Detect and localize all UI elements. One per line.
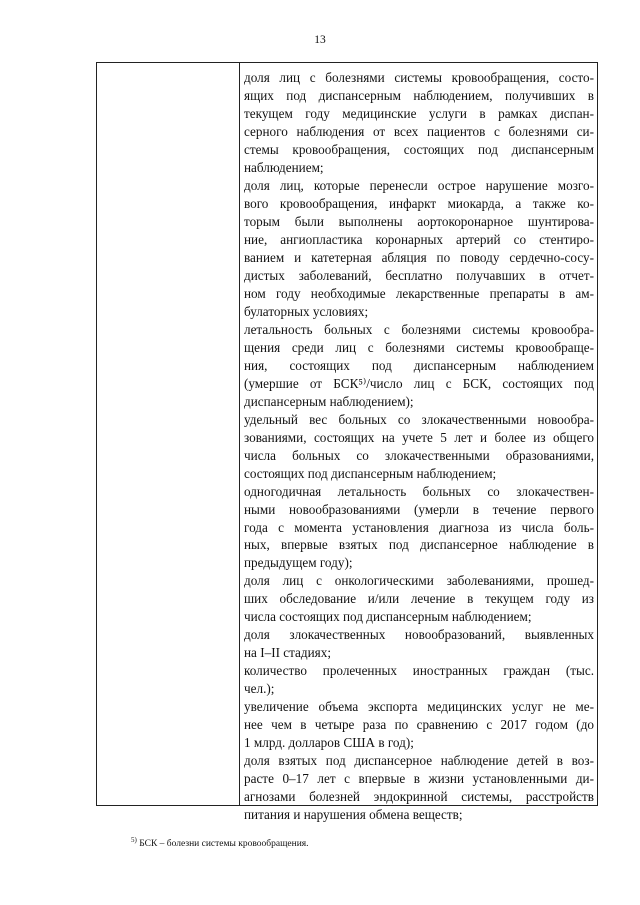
text-line: расте 0–17 лет с впервые в жизни установленными ди- bbox=[244, 771, 594, 787]
text-line: торым были выполнены аортокоронарное шунтирова- bbox=[244, 213, 594, 229]
text-line: одногодичная летальность больных со злокачествен- bbox=[244, 483, 594, 499]
text-line: ние, ангиопластика коронарных артерий со стентиро- bbox=[244, 231, 594, 247]
text-line: доля лиц с болезнями системы кровообращения, состо- bbox=[244, 70, 594, 85]
text-line: количество пролеченных иностранных граждан (тыс. bbox=[244, 663, 594, 679]
text-line: дистых заболеваний, бесплатно получавших в отчет- bbox=[244, 267, 594, 283]
text-line: вого кровообращения, инфаркт миокарда, а также ко- bbox=[244, 195, 594, 211]
text-line: доля лиц, которые перенесли острое нарушение мозго- bbox=[244, 177, 594, 193]
text-line: ными новообразованиями (умерли в течение первого bbox=[244, 501, 594, 517]
text-line: булаторных условиях; bbox=[244, 303, 369, 319]
text-line: наблюдением; bbox=[244, 159, 324, 175]
page-number: 13 bbox=[314, 34, 326, 46]
text-line: удельный вес больных со злокачественными новообра- bbox=[244, 411, 594, 427]
text-line: 1 млрд. долларов США в год); bbox=[244, 735, 414, 751]
text-line: состоящих под диспансерным наблюдением; bbox=[244, 465, 497, 481]
text-line: ящих под диспансерным наблюдением, получивших в bbox=[244, 87, 594, 103]
text-line: ном году необходимые лекарственные препараты в ам- bbox=[244, 285, 594, 301]
text-line: увеличение объема экспорта медицинских услуг не ме- bbox=[244, 699, 594, 715]
table-right-column bbox=[240, 63, 597, 823]
text-line: предыдущем году); bbox=[244, 555, 353, 571]
text-line: числа состоящих под диспансерным наблюдением; bbox=[244, 609, 532, 625]
text-line: стемы кровообращения, состоящих под диспансерным bbox=[244, 141, 594, 157]
footnote-text: БСК – болезни системы кровообращения. bbox=[136, 839, 309, 850]
text-line: текущем году медицинские услуги в рамках диспан- bbox=[244, 105, 594, 121]
text-line: чел.); bbox=[244, 681, 275, 697]
text-line: нее чем в четыре раза по сравнению с 2017 годом (до bbox=[244, 717, 594, 733]
text-line: диспансерным наблюдением); bbox=[244, 393, 414, 409]
text-line: ния, состоящих под диспансерным наблюдением bbox=[244, 357, 594, 373]
footnote-marker: 5) bbox=[131, 836, 137, 844]
text-line: (умершие от БСК⁵⁾/число лиц с БСК, состоящих под bbox=[244, 375, 594, 391]
text-line: агнозами болезней эндокринной системы, расстройств bbox=[244, 789, 594, 805]
indicators-table bbox=[96, 62, 598, 823]
table-left-column bbox=[97, 63, 240, 805]
text-line: летальность больных с болезнями системы кровообра- bbox=[244, 321, 594, 337]
text-line: доля взятых под диспансерное наблюдение детей в воз- bbox=[244, 753, 594, 769]
text-line: года с момента установления диагноза из числа боль- bbox=[244, 519, 594, 535]
text-line: серного наблюдения от всех пациентов с болезнями си- bbox=[244, 123, 594, 139]
text-line: щения среди лиц с болезнями системы кровообраще- bbox=[244, 339, 594, 355]
text-line: питания и нарушения обмена веществ; bbox=[244, 807, 463, 823]
text-line: доля злокачественных новообразований, выявленных bbox=[244, 627, 594, 643]
text-line: зованиями, состоящих на учете 5 лет и более из общего bbox=[244, 429, 594, 445]
footnote bbox=[131, 836, 309, 849]
text-line: ших обследование и/или лечение в текущем году из bbox=[244, 591, 594, 607]
text-line: на I–II стадиях; bbox=[244, 645, 331, 661]
text-line: числа больных со злокачественными образованиями, bbox=[244, 447, 594, 463]
text-line: ных, впервые взятых под диспансерное наблюдение в bbox=[244, 537, 594, 553]
text-line: ванием и катетерная абляция по поводу сердечно-сосу- bbox=[244, 249, 594, 265]
text-line: доля лиц с онкологическими заболеваниями, прошед- bbox=[244, 573, 594, 589]
